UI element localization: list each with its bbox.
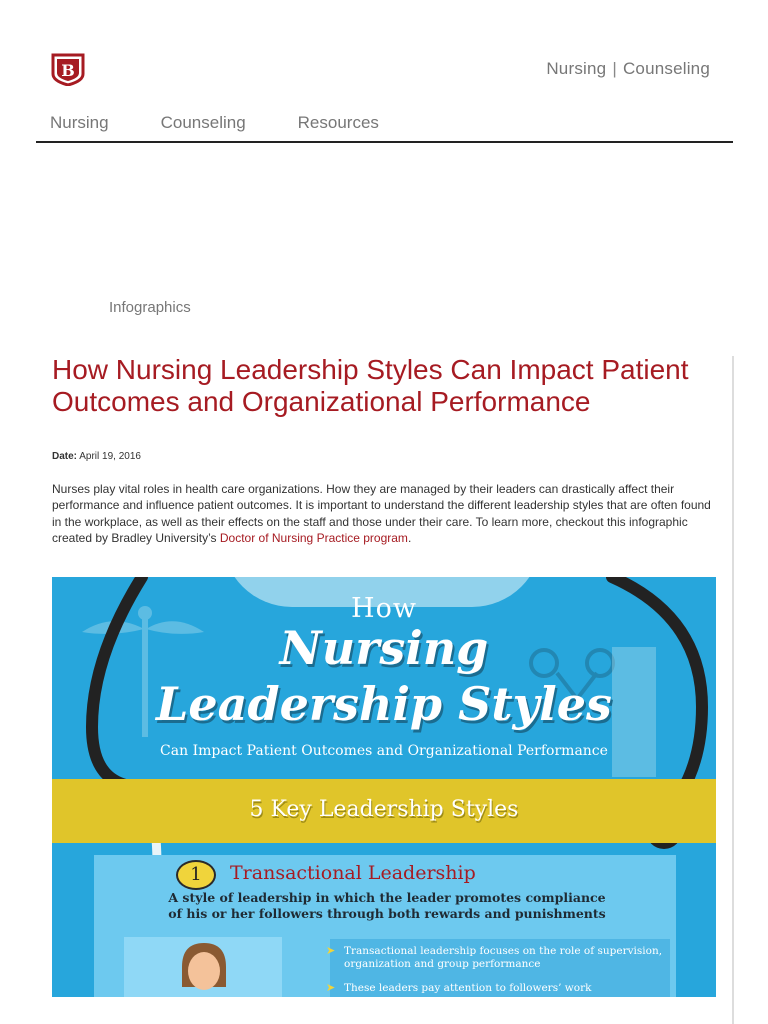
top-link-separator: | — [612, 59, 617, 78]
intro-text: Nurses play vital roles in health care organizations. How they are managed by their leaders can drastically affect their performance and influence patient outcomes. It is important to understand the different leadership styles that are often found in the workplace, as well as their effects on the staff and those under their care. To learn more, checkout this infographic created by Bradley University’s — [52, 482, 711, 546]
article-intro — [52, 481, 718, 547]
infographic-how: How — [351, 593, 417, 624]
infographic-subtitle: Can Impact Patient Outcomes and Organizational Performance — [160, 743, 608, 759]
category-link[interactable]: Infographics — [109, 299, 191, 316]
article-date — [52, 451, 141, 462]
top-link-nursing[interactable]: Nursing — [546, 59, 607, 78]
style-description — [132, 890, 642, 922]
nav-divider — [36, 141, 733, 143]
top-link-counseling[interactable]: Counseling — [622, 59, 710, 78]
nav-item-counseling[interactable]: Counseling — [160, 113, 246, 132]
infographic-image — [52, 577, 716, 997]
date-label: Date: — [52, 451, 78, 462]
sidebar-divider — [732, 356, 734, 1024]
intro-end: . — [407, 531, 412, 546]
avatar-box — [124, 937, 282, 997]
svg-text:B: B — [61, 61, 75, 80]
top-links — [546, 59, 710, 79]
style-title: Transactional Leadership — [230, 862, 476, 884]
article-title: How Nursing Leadership Styles Can Impact Patient Outcomes and Organizational Performance — [52, 354, 689, 417]
bradley-logo-icon[interactable] — [50, 52, 86, 86]
main-nav — [50, 113, 379, 133]
nav-item-resources[interactable]: Resources — [297, 113, 379, 132]
infographic-nursing: Nursing — [279, 621, 489, 675]
dnp-program-link[interactable]: Doctor of Nursing Practice program — [219, 531, 408, 546]
nurse-avatar-icon — [124, 937, 282, 997]
style-description-line-2: of his or her followers through both rewards and punishments — [168, 906, 606, 921]
date-value: April 19, 2016 — [79, 451, 141, 462]
style-description-line-1: A style of leadership in which the leader promotes compliance — [168, 890, 606, 905]
infographic-leadership-styles: Leadership Styles — [156, 677, 612, 731]
style-bullet-2: ➤ These leaders pay attention to followers’ work — [344, 982, 664, 995]
style-bullet-1: ➤ Transactional leadership focuses on the role of supervision, organization and group performance — [344, 945, 664, 970]
nav-item-nursing[interactable]: Nursing — [50, 113, 109, 132]
infographic-band-text: 5 Key Leadership Styles — [249, 797, 519, 822]
style-number-badge: 1 — [176, 860, 216, 890]
